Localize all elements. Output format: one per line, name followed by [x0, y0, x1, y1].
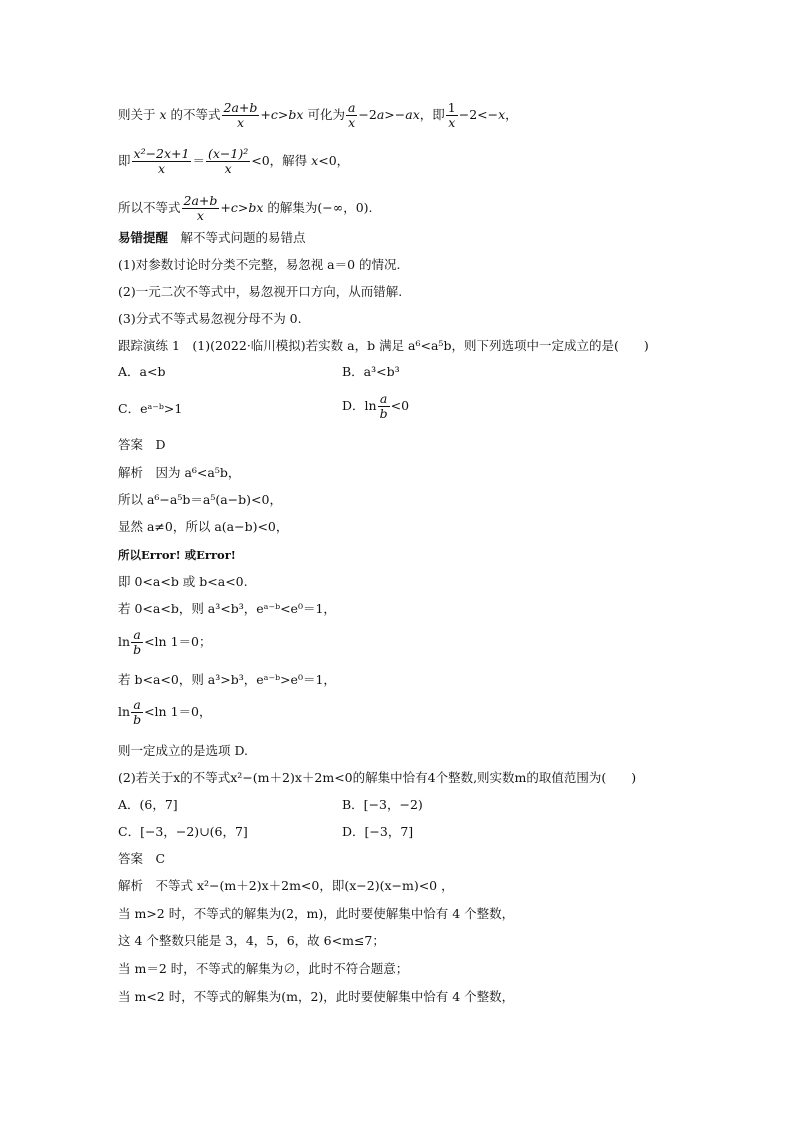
- tip-item-3: (3)分式不等式易忽视分母不为 0.: [118, 311, 302, 326]
- numerator: a: [347, 100, 356, 115]
- text: ，: [505, 107, 518, 122]
- option-d: [342, 392, 409, 421]
- denominator: x: [224, 161, 232, 176]
- fraction: [182, 194, 220, 223]
- answer-2: 答案 C: [118, 851, 166, 866]
- line-2: [118, 147, 349, 176]
- numerator: a: [131, 628, 143, 643]
- text: <ln 1＝0；: [144, 634, 212, 649]
- text: −2<−: [458, 107, 499, 122]
- text: 即: [118, 153, 131, 168]
- question-2: (2)若关于x的不等式x²−(m＋2)x＋2m<0的解集中恰有4个整数,则实数m的取值范围为( ): [118, 770, 637, 785]
- var: a: [376, 107, 385, 122]
- text: >−: [384, 107, 406, 122]
- text: ln: [118, 634, 131, 649]
- solution-line: 解析 不等式 x²−(m＋2)x＋2m<0，即(x−2)(x−m)<0 ，: [118, 878, 454, 893]
- option-a: A．(6，7]: [118, 797, 178, 812]
- text: 则关于: [118, 107, 160, 122]
- fraction: [206, 147, 250, 176]
- text: <0: [390, 398, 410, 413]
- explain-line: 若 b<a<0，则 a³>b³，eᵃ⁻ᵇ>e⁰＝1，: [118, 672, 336, 687]
- explain-line: [118, 628, 211, 657]
- tip-item-1: (1)对参数讨论时分类不完整，易忽视 a＝0 的情况.: [118, 257, 401, 272]
- explain-line: 则一定成立的是选项 D.: [118, 743, 249, 758]
- text: ，即: [419, 107, 445, 122]
- var: bx: [248, 200, 264, 215]
- var: c: [230, 200, 238, 215]
- numerator: a: [378, 392, 390, 407]
- tip-label: 易错提醒: [118, 230, 169, 245]
- text: 的解集为(−∞，0).: [263, 200, 373, 215]
- error-tip-heading: [118, 230, 306, 246]
- explain-line: 所以 a⁶−a⁵b＝a⁵(a−b)<0，: [118, 492, 282, 507]
- text: 的不等式: [166, 107, 221, 122]
- var: ax: [405, 107, 420, 122]
- var: x: [311, 153, 319, 168]
- answer-1: 答案 D: [118, 437, 166, 452]
- tip-item-2: (2)一元二次不等式中，易忽视开口方向，从而错解.: [118, 284, 403, 299]
- denominator: b: [133, 712, 142, 727]
- q1-options-row-1: [118, 364, 165, 380]
- text: +: [260, 107, 271, 122]
- explain-line: 即 0<a<b 或 b<a<0.: [118, 574, 248, 589]
- explain-line: 若 0<a<b，则 a³<b³，eᵃ⁻ᵇ<e⁰＝1，: [118, 601, 336, 616]
- denominator: x: [448, 115, 456, 130]
- text: 所以不等式: [118, 200, 181, 215]
- text: <0，解得: [251, 153, 312, 168]
- solution-line: 这 4 个整数只能是 3，4，5，6，故 6<m≤7；: [118, 933, 385, 948]
- numerator: x²−2x+1: [133, 146, 190, 161]
- solution-line: 当 m<2 时，不等式的解集为(m，2)，此时要使解集中恰有 4 个整数，: [118, 989, 515, 1004]
- fraction: [446, 101, 458, 130]
- denominator: x: [157, 161, 166, 176]
- var: bx: [288, 107, 304, 122]
- question-1: 跟踪演练 1 (1)(2022·临川模拟)若实数 a，b 满足 a⁶<a⁵b，则下列选项中一定成立的是( ): [118, 338, 649, 353]
- numerator: a: [131, 698, 143, 713]
- denominator: b: [133, 642, 142, 657]
- tip-title: 解不等式问题的易错点: [168, 230, 306, 245]
- explain-line: 解析 因为 a⁶<a⁵b，: [118, 465, 241, 480]
- text: +: [220, 200, 231, 215]
- solution-line: 当 m＝2 时，不等式的解集为∅，此时不符合题意；: [118, 961, 409, 976]
- line-1: [118, 101, 518, 130]
- fraction: [378, 392, 390, 421]
- text: −2: [358, 107, 377, 122]
- option-c: C．eᵃ⁻ᵇ>1: [118, 401, 183, 416]
- option-a: A．a<b: [118, 364, 166, 379]
- text: D．ln: [342, 398, 377, 413]
- numerator: 2a+b: [223, 100, 258, 115]
- fraction: [131, 698, 143, 727]
- numerator: 1: [447, 100, 456, 115]
- text: <0，: [318, 153, 350, 168]
- numerator: 2a+b: [183, 193, 218, 208]
- text: 可化为: [303, 107, 345, 122]
- fraction: [346, 101, 357, 130]
- line-3: [118, 194, 373, 223]
- text: ＝: [192, 153, 205, 168]
- text: >: [237, 200, 249, 215]
- explain-line: [118, 698, 211, 727]
- fraction: [222, 101, 260, 130]
- explain-line: 显然 a≠0，所以 a(a−b)<0，: [118, 519, 289, 534]
- var: x: [498, 107, 506, 122]
- denominator: x: [196, 208, 204, 223]
- solution-line: 当 m>2 时，不等式的解集为(2，m)，此时要使解集中恰有 4 个整数，: [118, 906, 515, 921]
- text: <ln 1＝0，: [144, 704, 212, 719]
- denominator: x: [348, 115, 356, 130]
- option-b: B．a³<b³: [342, 364, 400, 379]
- option-c: C．[−3，−2)∪(6，7]: [118, 824, 248, 839]
- fraction: [132, 147, 192, 176]
- denominator: x: [236, 115, 244, 130]
- option-d: D．[−3，7]: [342, 824, 414, 839]
- var: c: [270, 107, 278, 122]
- numerator: (x−1)²: [208, 146, 249, 161]
- fraction: [131, 628, 143, 657]
- option-b: B．[−3，−2): [342, 797, 423, 812]
- denominator: b: [379, 406, 388, 421]
- var: x: [159, 107, 167, 122]
- text: ln: [118, 704, 131, 719]
- explain-line: 所以Error! 或Error!: [118, 548, 236, 562]
- text: >: [277, 107, 289, 122]
